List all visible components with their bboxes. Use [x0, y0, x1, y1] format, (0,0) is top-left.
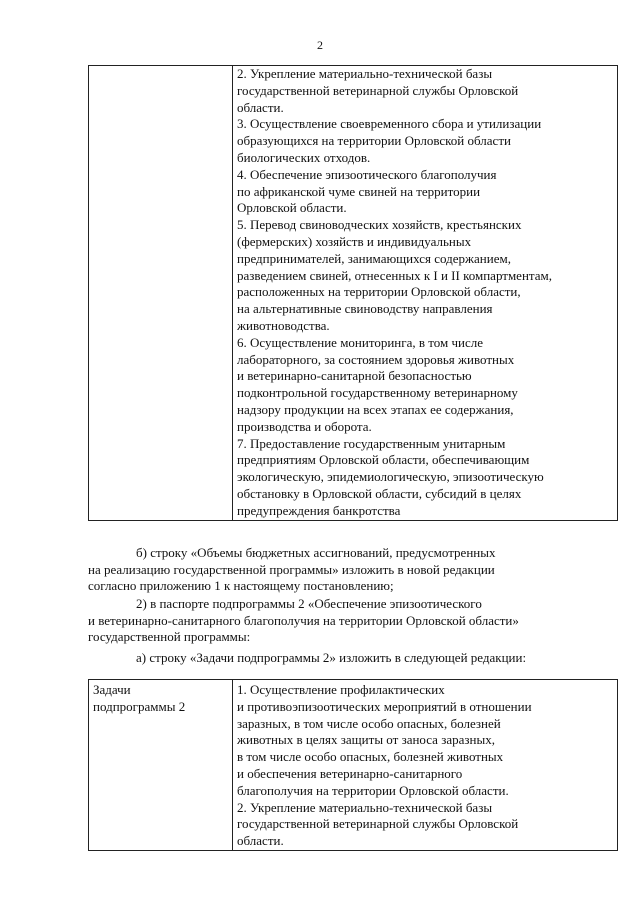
- text-line: и обеспечения ветеринарно-санитарного: [237, 765, 463, 781]
- text-line: а) строку «Задачи подпрограммы 2» изложить в следующей редакции:: [136, 650, 527, 665]
- text-line: благополучия на территории Орловской области.: [237, 782, 509, 798]
- paragraph-subprogram-tasks: [88, 650, 618, 667]
- text-line: 3. Осуществление своевременного сбора и утилизации: [237, 116, 542, 132]
- text-line: области.: [237, 99, 284, 115]
- continued-tasks-table: [88, 65, 618, 521]
- text-line: образующихся на территории Орловской области: [237, 133, 511, 149]
- text-line: области.: [237, 833, 284, 849]
- text-line: предприятиям Орловской области, обеспечивающим: [237, 452, 530, 468]
- text-line: надзору продукции на всех этапах ее содержания,: [237, 401, 514, 417]
- text-line: заразных, в том числе особо опасных, болезней: [237, 715, 501, 731]
- text-line: и ветеринарно-санитарного благополучия на территории Орловской области»: [88, 612, 519, 628]
- text-line: государственной программы:: [88, 629, 251, 644]
- text-line: Орловской области.: [237, 200, 347, 216]
- table-label-cell: [89, 680, 233, 851]
- text-line: 2. Укрепление материально-технической базы: [237, 66, 493, 81]
- table-row: [89, 680, 618, 851]
- text-line: 4. Обеспечение эпизоотического благополучия: [237, 166, 497, 182]
- label-line: Задачи: [93, 682, 131, 697]
- text-line: (фермерских) хозяйств и индивидуальных: [237, 233, 472, 249]
- page-number: 2: [317, 38, 323, 52]
- text-line: предупреждения банкротства: [237, 502, 401, 518]
- text-line: производства и оборота.: [237, 418, 372, 434]
- text-line: разведением свиней, отнесенных к I и II компартментам,: [237, 267, 552, 283]
- text-line: 6. Осуществление мониторинга, в том числе: [237, 334, 484, 350]
- text-line: в том числе особо опасных, болезней животных: [237, 749, 504, 765]
- text-line: расположенных на территории Орловской области,: [237, 284, 521, 300]
- label-line: подпрограммы 2: [93, 698, 186, 714]
- text-line: по африканской чуме свиней на территории: [237, 183, 481, 199]
- text-line: биологических отходов.: [237, 149, 371, 165]
- paragraph-subprogram-passport: [88, 596, 618, 646]
- text-line: животноводства.: [237, 317, 330, 333]
- table-row: [89, 66, 618, 521]
- text-line: 5. Перевод свиноводческих хозяйств, крестьянских: [237, 217, 522, 233]
- text-line: государственной ветеринарной службы Орловской: [237, 816, 519, 832]
- text-line: и ветеринарно-санитарной безопасностью: [237, 368, 472, 384]
- table-label-cell-empty: [89, 66, 233, 521]
- text-line: б) строку «Объемы бюджетных ассигнований, предусмотренных: [136, 545, 496, 560]
- text-line: на реализацию государственной программы» изложить в новой редакции: [88, 561, 495, 577]
- text-line: и противоэпизоотических мероприятий в отношении: [237, 698, 532, 714]
- text-line: животных в целях защиты от заноса заразных,: [237, 732, 495, 748]
- text-line: подконтрольной государственному ветеринарному: [237, 385, 518, 401]
- text-line: государственной ветеринарной службы Орловской: [237, 82, 519, 98]
- text-line: на альтернативные свиноводству направления: [237, 301, 493, 317]
- text-line: 2) в паспорте подпрограммы 2 «Обеспечение эпизоотического: [136, 596, 482, 611]
- text-line: согласно приложению 1 к настоящему постановлению;: [88, 578, 394, 593]
- text-line: предпринимателей, занимающихся содержанием,: [237, 250, 511, 266]
- text-line: 2. Укрепление материально-технической базы: [237, 799, 493, 815]
- text-line: лабораторного, за состоянием здоровья животных: [237, 351, 515, 367]
- text-line: обстановку в Орловской области, субсидий в целях: [237, 485, 522, 501]
- table-content-cell: [233, 66, 618, 521]
- table-content-cell: [233, 680, 618, 851]
- subprogram-tasks-table: [88, 679, 618, 851]
- text-line: экологическую, эпидемиологическую, эпизоотическую: [237, 469, 544, 485]
- text-line: 7. Предоставление государственным унитарным: [237, 435, 506, 451]
- text-line: 1. Осуществление профилактических: [237, 682, 445, 697]
- paragraph-budget-allocations: [88, 545, 618, 595]
